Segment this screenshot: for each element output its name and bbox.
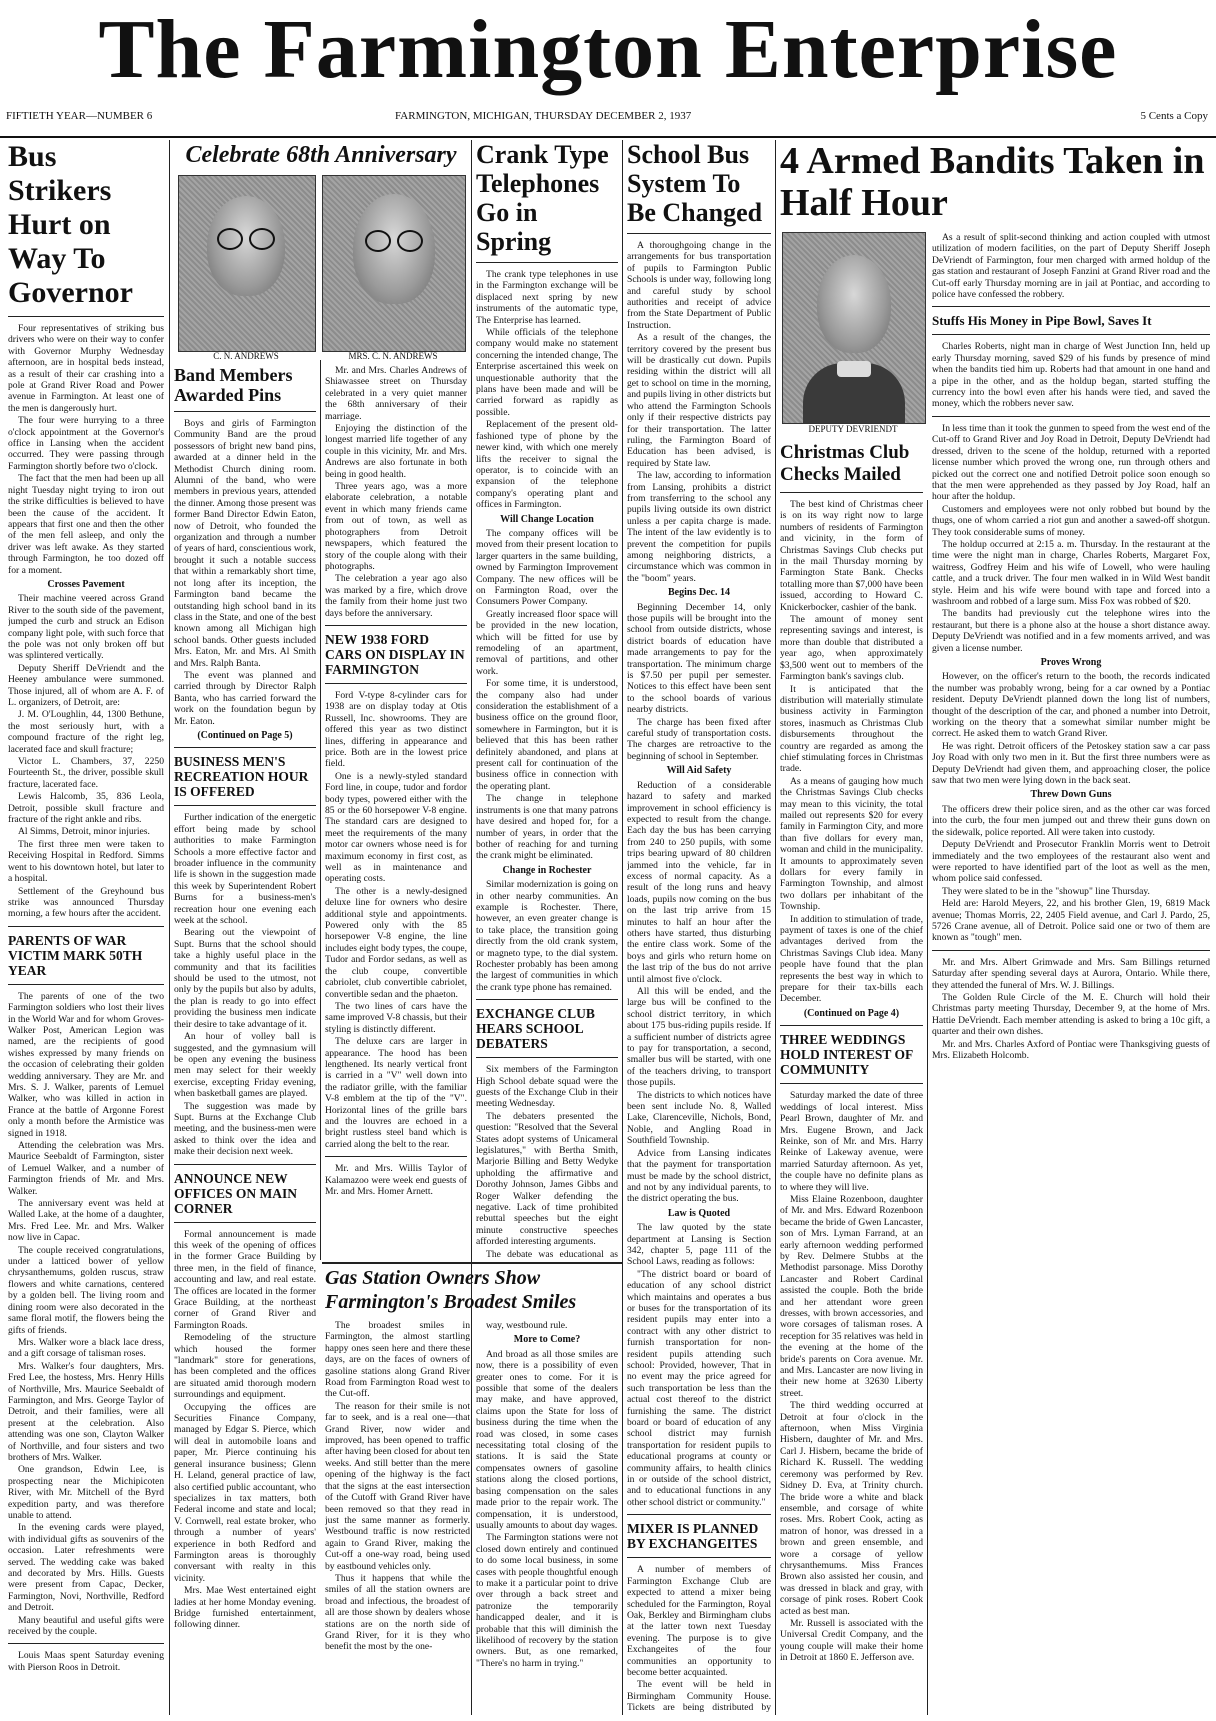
volume-number: FIFTIETH YEAR—NUMBER 6: [6, 110, 153, 122]
photo-mrs-andrews: [322, 175, 466, 352]
article-text: The debate was educational as: [486, 1248, 618, 1260]
article-text: Louis Maas spent Saturday evening with Pierson Roos in Detroit.: [8, 1650, 164, 1673]
headline-gas-station: Gas Station Owners Show Farmington's Broadest Smiles: [325, 1267, 577, 1313]
article-text: The company offices will be moved from their present location to larger quarters in the same building, owned by Farmington Improvement Company. The new offices will be on Farmington Road, over the Consumers Power Company.: [476, 527, 618, 608]
headline-bus-strikers: Bus Strikers Hurt on Way To Governor: [8, 140, 133, 309]
article-text: The two lines of cars have the same improved V-8 chassis, but their styling is distinctly different.: [325, 1000, 467, 1035]
article-text: They were slated to be in the "showup" line Thursday.: [942, 885, 1150, 897]
article-text: The best kind of Christmas cheer is on its way right now to large numbers of residents of Farmington and vicinity, in the form of Christmas Savings Club checks put in the mail Thursday morning by Farmington State Bank. Checks totalling more than $7,000 have been issued, according to Howard C. Knickerbocker, cashier of the bank.: [780, 499, 923, 613]
column-bandits: [932, 232, 1210, 1715]
article-text: The Farmington stations were not closed down entirely and continued to do some local business, in some cases with people thoughtful enough to make it a particular point to drive over through a back street and patronize the temporarily handicapped dealer, and it is probable that this will diminish the likelihood of recovery by the station owners. But, as one remarked, "There's no harm in trying.": [476, 1532, 618, 1669]
article-text: The event was planned and carried through by Director Ralph Banta, who has carried forward the work on the foundation begun by Mr. Eaton.: [174, 669, 316, 727]
sidehead-pipe-bowl: Stuffs His Money in Pipe Bowl, Saves It: [932, 313, 1152, 329]
continued-note: (Continued on Page 4): [803, 1007, 900, 1019]
article-text: The couple received congratulations, under a latticed bower of yellow chrysanthemums, golden ruscus, straw flowers and white carnations, centered by a golden bell. The living room and dining room were also decorated in the same floral motif, the flowers being the gifts of friends.: [8, 1244, 164, 1336]
column-band-members: [174, 365, 316, 1715]
article-text: Four representatives of striking bus drivers who were on their way to confer with Governor Murphy Wednesday afternoon, are in hospital beds instead, as a result of their car crashing into a pole at Grand River Road and Power avenue in Farmington. At least one of the men is dangerously hurt.: [8, 323, 164, 414]
article-text: The deluxe cars are larger in appearance. The hood has been lengthened. Its nearly vertical front is carried in a "V" well down into the radiator grille, with the familiar V-8 emblem at the tip of the "V". Horizontal lines of the grille bars and the louvres are echoed in a bright rustless steel band which is carried along the belt to the rear.: [325, 1036, 467, 1150]
article-text: The districts to which notices have been sent include No. 8, Walled Lake, Clarenceville, Nichols, Bond, Noble, and Angling Road in Southfield Township.: [627, 1089, 771, 1147]
article-text: Remodeling of the structure which housed the former "landmark" store for generations, has been completed and the offices are situated amid thorough modern surroundings and equipment.: [174, 1332, 316, 1401]
photo-cn-andrews: [178, 175, 316, 352]
folio-line: [0, 104, 1216, 138]
column-gas-right: [476, 1320, 618, 1715]
headline-three-weddings: THREE WEDDINGS HOLD INTEREST OF COMMUNITY: [780, 1032, 913, 1078]
article-text: One is a newly-styled standard Ford line, in coupe, tudor and fordor body types, powered either with the 85 or the 60 horsepower V-8 engine. The standard cars are designed to meet the requirements of the many motor car owners whose need is for maximum economy in first cost, as well as in maintenance and operating costs.: [325, 770, 467, 885]
subhead: Will Change Location: [500, 513, 594, 525]
column-gas-left: [325, 1320, 470, 1715]
article-text: Bearing out the viewpoint of Supt. Burns that the school should take a highly useful place in the community and that its facilities should be used to the utmost, not only by the pupils but also by adults, the plan is ready to go into effect providing the business men indicate their desire to take advantage of it.: [174, 927, 316, 1030]
article-text: Mr. and Mrs. Charles Axford of Pontiac were Thanksgiving guests of Mrs. Elizabeth Holcomb.: [932, 1038, 1210, 1061]
article-text: One grandson, Edwin Lee, is prospecting near the Michipicoten River, with Mr. Mitchell of the Byrd expedition party, and was therefore unable to attend.: [8, 1464, 164, 1521]
article-text: It is anticipated that the distribution will materially stimulate business activity in Farmington stores, inasmuch as Christmas Club disbursements throughout the country are regarded as among the chief stimulating forces in Christmas trade.: [780, 683, 923, 775]
article-text: For some time, it is understood, the company also had under consideration the establishment of a business office on the ground floor, somewhere in Farmington, but it is believed that this has been rather definitely abandoned, and plans at present call for continuation of the business office in connection with the operating plant.: [476, 678, 618, 792]
caption-deputy: DEPUTY DEVRIENDT: [808, 424, 898, 434]
article-text: He was right. Detroit officers of the Petoskey station saw a car pass Joy Road with only two men in it. But the first three numbers were as Deputy DeVriendt had given them, and approaching closer, the police saw that two men were lying down in the back seat.: [932, 740, 1210, 787]
article-text: Customers and employees were not only robbed but bound by the thugs, one of whom carried a riot gun and another a sawed-off shotgun. They took considerable sums of money.: [932, 503, 1210, 538]
masthead-title: The Farmington Enterprise: [98, 3, 1118, 96]
column-bus-strikers: [8, 140, 164, 1715]
article-text: Three years ago, was a more elaborate celebration, a notable event in which many friends came from out of town, as well as photographers from Detroit newspapers, which featured the story of the couple along with their photographs.: [325, 481, 467, 572]
article-text: And broad as all those smiles are now, there is a possibility of even greater ones to come. For it is possible that some of the dealers may make, and have approved, claims upon the State for loss of business during the time when the road was closed, in some cases necessitating total closing of the stations. It is said the State compensates owners of gasoline stations along the closed portions, basing compensation on the sales made prior to the repair work. The compensation, it is understood, usually amounts to about day wages.: [476, 1348, 618, 1531]
article-text: However, on the officer's return to the booth, the records indicated the number was probably wrong, being for a car owned by a Pontiac resident. Deputy DeVriendt planned down the long list of numbers, thought of the description of the car, and phoned a number into Detroit, working on the theory that a somewhat similar number might be correct. He asked them to watch Grand River.: [932, 671, 1210, 740]
column-rule: [471, 140, 472, 1715]
headline-exchange-club: EXCHANGE CLUB HEARS SCHOOL DEBATERS: [476, 1006, 595, 1052]
subhead: More to Come?: [513, 1334, 581, 1346]
subhead: Change in Rochester: [502, 864, 592, 876]
subhead: Begins Dec. 14: [668, 587, 730, 599]
article-text: Mrs. Mae West entertained eight ladies at her home Monday evening. Bridge furnished entertainment, following dinner.: [174, 1585, 316, 1631]
article-text: Thus it happens that while the smiles of all the station owners are broad and infectious, the broadest of all are those shown by dealers whose stations are on the north side of Grand River, for it is they who benefit the most by the one-: [325, 1572, 470, 1653]
article-text: The debaters presented the question: "Resolved that the Several States adopt systems of Unicameral legislatures," with Bertha Smith, Marjorie Billing and Betty Wedyke upholding the affirmative and Dorothy Johnson, James Gibbs and Roger Walker defending the negative. Lack of time prohibited rebuttal speeches but the eight minute constructive speeches afforded interesting arguments.: [476, 1110, 618, 1248]
article-text: As a means of gauging how much the Christmas Savings Club checks may mean to this vicinity, the total mailed out represents $20 for every family in Farmington City, and more than five dollars for every man, woman and child in the municipality. It amounts to approximately seven dollars for every family in Farmington Township, and almost two dollars per inhabitant of the Township.: [780, 775, 923, 913]
article-text: The first three men were taken to Receiving Hospital in Redford. Simms went to his downtown hotel, but later to a hospital.: [8, 838, 164, 885]
article-text: Mr. and Mrs. Willis Taylor of Kalamazoo were week end guests of Mr. and Mrs. Homer Arnett.: [325, 1163, 467, 1197]
article-text: Mr. Russell is associated with the Universal Credit Company, and the young couple will make their home in Detroit at 1860 E. Jefferson ave.: [780, 1617, 923, 1664]
article-text: An hour of volley ball is suggested, and the gymnasium will be open any evening the business men may select for their weekly exercise, excepting Friday evening, when basketball games are played.: [174, 1031, 316, 1100]
column-rule: [320, 360, 321, 1260]
column-christmas-club: [780, 442, 923, 1715]
column-telephones: [476, 140, 618, 1260]
headline-mixer: MIXER IS PLANNED BY EXCHANGEITES: [627, 1521, 759, 1552]
column-andrews-ford: [325, 365, 467, 1260]
article-text: Six members of the Farmington High School debate squad were the guests of the Exchange Club in their meeting Wednesday.: [476, 1064, 618, 1110]
article-text: Victor L. Chambers, 37, 2250 Fourteenth St., the driver, possible skull fracture, lacerated face.: [8, 756, 164, 790]
dateline: FARMINGTON, MICHIGAN, THURSDAY DECEMBER 2, 1937: [395, 110, 692, 122]
article-text: The event will be held in Birmingham Community House. Tickets are being distributed by: [627, 1679, 771, 1714]
headline-war-victim: PARENTS OF WAR VICTIM MARK 50TH YEAR: [8, 932, 143, 978]
article-text: Their machine veered across Grand River to the south side of the pavement, jumped the curb and struck an Edison company light pole, with such force that the pole was not only broken off but was splintered vertically.: [8, 593, 164, 662]
subhead: Proves Wrong: [1040, 657, 1102, 668]
article-text: Greatly increased floor space will be provided in the new location, which will be fitted for use by remodeling of an apartment, removal of partitions, and other work.: [476, 608, 618, 677]
article-text: way, westbound rule.: [486, 1320, 568, 1331]
article-text: Mr. and Mrs. Albert Grimwade and Mrs. Sam Billings returned Saturday after spending several days at Aurora, Ontario. While there, they attended the funeral of Mrs. W. J. Billings.: [932, 956, 1210, 991]
column-rule: [775, 140, 776, 1715]
headline-school-bus: School Bus System To Be Changed: [627, 140, 763, 227]
subhead: Law is Quoted: [667, 1207, 731, 1219]
headline-celebrate: Celebrate 68th Anniversary: [185, 142, 457, 168]
article-text: Al Simms, Detroit, minor injuries.: [18, 826, 150, 838]
article-text: The charge has been fixed after careful study of transportation costs. The charges are retroactive to the beginning of school in September.: [627, 716, 771, 762]
headline-armed-bandits: 4 Armed Bandits Taken in Half Hour: [780, 140, 1205, 224]
column-school-bus: [627, 140, 771, 1715]
article-text: Saturday marked the date of three weddings of local interest. Miss Pearl Brown, daughter of Mr. and Mrs. Eugene Brown, and Jack Reinke, son of Mr. and Mrs. Harry Reinke of Lakeway avenue, were married Saturday afternoon. As yet, the couple have no definite plans as to where they will live.: [780, 1090, 923, 1193]
headline-ford-cars: NEW 1938 FORD CARS ON DISPLAY IN FARMINGTON: [325, 631, 465, 677]
article-text: Held are: Harold Meyers, 22, and his brother Glen, 19, 6819 Mack avenue; Thomas Morris, 22, 2405 Field avenue, and Carl J. Pardo, 25, 5726 Crane avenue, all of Detroit. Police said one or two of them are known as "tough" men.: [932, 898, 1210, 944]
article-text: As a result of the changes, the territory covered by the present bus will be drastically cut down. Pupils residing within the district will all get to school on time in the morning, and pupils living in other districts but who attend the Farmington Schools only if their respective districts pay for their transportation. The latter ruling, the Farmington Board of Education has been advised, is required by State law.: [627, 332, 771, 469]
article-text: Settlement of the Greyhound bus strike was announced Thursday morning, a few hours after the accident.: [8, 885, 164, 920]
article-text: Similar modernization is going on in other nearby communities. An example is Rochester. There, however, an even greater change is to take place, the transition going directly from the old crank system, or magneto type, to the dial system. Rochester probably has been among the largest of communities in which the crank type phone has remained.: [476, 879, 618, 993]
article-text: The suggestion was made by Supt. Burns at the Exchange Club meeting, and the business-men were asked to think over the idea and make their decision next week.: [174, 1100, 316, 1158]
article-text: As a result of split-second thinking and action coupled with utmost utilization of modern facilities, on the part of Deputy Sheriff Joseph DeVriendt of Farmington, four men charged with armed holdup of the gas station and restaurant of Joseph Fanzini at Grand River road and the Cut-off early Thursday morning are in jail at Pontiac, and according to police have confessed the robbery.: [932, 232, 1210, 301]
article-text: The fact that the men had been up all night Tuesday night trying to iron out the strike difficulties is believed to have been the cause of the accident. It appears that first one and then the other of the men fell asleep, and only the driver was left awake. As they started through Farmington, he too dozed off for a moment.: [8, 473, 164, 576]
article-text: Enjoying the distinction of the longest married life together of any couple in this vicinity, Mr. and Mrs. Andrews are also fortunate in both being in good health.: [325, 423, 467, 480]
article-text: A thoroughgoing change in the arrangements for bus transportation of pupils to Farmington Public Schools is under way, following long and careful study by school authorities and receipt of advice from the State Department of Public Instruction.: [627, 240, 771, 331]
article-text: A number of members of Farmington Exchange Club are expected to attend a mixer being scheduled for the Farmington, Royal Oak, Berkley and Birmingham clubs at the latter town next Tuesday evening. The purpose is to give Exchangeites of the four communities an opportunity to become better acquainted.: [627, 1564, 771, 1678]
headline-recreation-hour: BUSINESS MEN'S RECREATION HOUR IS OFFERED: [174, 754, 309, 800]
article-text: The Golden Rule Circle of the M. E. Church will hold their Christmas party meeting Thursday, December 9, at the home of Mrs. Hattie DeVriendt. Each member attending is asked to bring a 10c gift, a quarter and their own dishes.: [932, 991, 1210, 1038]
caption-cn-andrews: C. N. ANDREWS: [213, 351, 279, 361]
article-text: "The district board or board of education of any school district which maintains and operates a bus or buses for the transportation of its resident pupils may enter into a contract with any other district to furnish transportation for non-resident pupils attending such school: Provided, however, That in no event may the price agreed for such transportation be less than the actual cost thereof to the district furnishing the same. The district board or board of education of any school district may furnish transportation for resident pupils to educational programs at county or community affairs, to health clinics in or outside of the school district, and to educational functions in any other school district or community.": [627, 1268, 771, 1508]
article-text: Many beautiful and useful gifts were received by the couple.: [8, 1614, 164, 1638]
article-text: The anniversary event was held at Walled Lake, at the home of a daughter, Mrs. Fred Lee. Mr. and Mrs. Walker now live in Capac.: [8, 1198, 164, 1244]
photo-deputy-devriendt: [782, 232, 926, 424]
column-rule: [622, 140, 623, 1715]
headline-telephones: Crank Type Telephones Go in Spring: [476, 140, 609, 256]
subhead: Crosses Pavement: [47, 578, 125, 590]
article-text: The crank type telephones in use in the Farmington exchange will be displaced next spring by new instruments of the automatic type, The Enterprise has learned.: [476, 269, 618, 326]
article-text: Reduction of a considerable hazard to safety and marked improvement in school efficiency is expected to result from the change. Each day the bus has been carrying from 240 to 250 pupils, with some trips bearing upward of 80 children jammed into the vehicle, far in excess of normal capacity. As a result of the long runs and heavy loads, pupils now coming on the bus on the last trip arrive from 15 minutes to half an hour after the others have started, thus disturbing the entire class work. Some of the boys and girls who return home on the last trip of the bus do not arrive until almost five o'clock.: [627, 779, 771, 985]
article-text: The four were hurrying to a three o'clock appointment at the Governor's office in Lansing when the accident occurred. They were passing through Farmington shortly before two o'clock.: [8, 415, 164, 472]
article-text: The broadest smiles in Farmington, the almost startling happy ones seen here and there these days, are on the faces of owners of gasoline stations along Grand River Road from Farmington Road west to the Cut-off.: [325, 1320, 470, 1400]
article-text: In less time than it took the gunmen to speed from the west end of the Cut-off to Grand River and Joy Road in Detroit, Deputy DeVriendt had dressed, driven to the scene of the holdup, returned with a reported license number which proved the wrong one, run through others and picked out the correct one and notified Detroit police soon enough so that the men were apprehended as they passed by Joy Road, half an hour after the holdup.: [932, 422, 1210, 503]
article-text: The bandits had previously cut the telephone wires into the restaurant, but there is a phone also at the house a short distance away. Deputy DeVriendt was notified and in a few moments arrived, and was given a license number.: [932, 608, 1210, 654]
subhead: Threw Down Guns: [1030, 789, 1112, 801]
column-rule: [927, 500, 928, 1715]
article-text: In the evening cards were played, with individual gifts as souvenirs of the occasion. Later refreshments were served. The wedding cake was baked and decorated by Mrs. Hills. Guests were present from Capac, Decker, Farmington, Novi, Northville, Redford and Detroit.: [8, 1522, 164, 1614]
headline-new-offices: ANNOUNCE NEW OFFICES ON MAIN CORNER: [174, 1170, 298, 1216]
continued-note: (Continued on Page 5): [197, 729, 293, 741]
article-text: Further indication of the energetic effort being made by school authorities to make Farmington Schools a more effective factor and broader influence in the community life is shown in the suggestion made this week by Superintendent Robert Burns for a business-men's recreation hour one evening each week at the school.: [174, 812, 316, 927]
article-text: All this will be ended, and the large bus will be confined to the school district territory, in which about 175 bus-riding pupils reside. If a sufficient number of districts agree to pay for transportation, a second, smaller bus will be started, with one of the teachers driving, to transport those pupils.: [627, 986, 771, 1089]
article-text: The other is a newly-designed deluxe line for owners who desire additional style and appointments. Powered only with the 85 horsepower V-8 engine, the line includes eight body types, the coupe, Tudor and Fordor sedans, as well as the club coupe, convertible cabriolet, club convertible cabriolet, convertible sedan and the phaeton.: [325, 885, 467, 1000]
article-text: Lewis Halcomb, 35, 836 Leola, Detroit, possible skull fracture and fracture of the right ankle and ribs.: [8, 791, 164, 826]
article-text: Boys and girls of Farmington Community Band are the proud possessors of bright new band pins, awarded at a dinner held in the Methodist Church dining room. Alumni of the band, who were members in previous years, attended the dinner. Among those present was former Band Director Edwin Eaton, now of Detroit, who founded the organization and through a number of years of hard, conscientious work, brought it such a notable success that within a remarkably short time, not long after its inception, the Farmington band became the outstanding high school band in its class in the State, and one of the best known among all Michigan high school bands. Other guests included Mrs. Eaton, Mr. and Mrs. Al Smith and Mrs. Ralph Banta.: [174, 418, 316, 669]
article-text: Miss Elaine Rozenboon, daughter of Mr. and Mrs. Edward Rozenboon became the bride of Gwen Lancaster, son of Mrs. Lyman Farrand, at an early afternoon wedding performed by Rev. Delmere Stubbs at the Methodist parsonage. Miss Dorothy Lancaster and Robert Cardinal assisted the couple. Both the bride and her attendant wore green dresses, with brown accessories, and wore corsages of talisman roses. A reception for 35 relatives was held in the evening at the home of the bride's parents on Cora avenue. Mr. and Mrs. Lancaster are now living in their new home at 32630 Liberty street.: [780, 1193, 923, 1399]
article-text: Deputy Sheriff DeVriendt and the Heeney ambulance were summoned. Those injured, all of whom are A. F. of L. organizers, of Detroit, are:: [8, 662, 164, 708]
article-text: Advice from Lansing indicates that the payment for transportation must be made by the school district, and not by any individual parents, to the district operating the bus.: [627, 1147, 771, 1205]
article-text: The parents of one of the two Farmington soldiers who lost their lives in the World War and for whom Groves-Walker Post, American Legion was named, are the recipients of good wishes expressed by many friends on the occasion of celebrating their golden wedding anniversary. They are Mr. and Mrs. S. J. Walker, parents of Lemuel Walker, who was killed in action in France at the battle of Argonne Forest only a month before the Armistice was signed in 1918.: [8, 990, 164, 1139]
article-text: Deputy DeVriendt and Prosecutor Franklin Morris went to Detroit immediately and the two employees of the restaurant also went and were reported to have identified part of the loot as well as the men, whom police said confessed.: [932, 839, 1210, 885]
article-text: Mrs. Walker's four daughters, Mrs. Fred Lee, the hostess, Mrs. Henry Hills of Northville, Mrs. Maurice Seebaldt of Farmington, and Mrs. George Taylor of Detroit, and their families, were all present at the celebration. Also attending was one son, Clayton Walker of Northville, and four sisters and two brothers of Mrs. Walker.: [8, 1360, 164, 1463]
article-text: Attending the celebration was Mrs. Maurice Seebaldt of Farmington, sister of Lemuel Walker, and a number of Farmington friends of Mr. and Mrs. Walker.: [8, 1140, 164, 1197]
article-text: Replacement of the present old-fashioned type of phone by the newer kind, with which one merely lifts the receiver to signal the operator, is to coincide with an expansion of the telephone company's operating plant and offices in Farmington.: [476, 419, 618, 511]
article-text: In addition to stimulation of trade, payment of taxes is one of the chief advantages derived from the Christmas Savings Club idea. Many people have found that the plan represents the best way in which to prepare for their tax-bills each December.: [780, 913, 923, 1005]
price: 5 Cents a Copy: [1140, 110, 1208, 122]
article-text: Mr. and Mrs. Charles Andrews of Shiawassee street on Thursday celebrated in a very quiet manner the 68th anniversary of their marriage.: [325, 365, 467, 422]
article-text: The change in telephone instruments is one that many patrons have desired and hoped for, for a number of years, in order that the bother of reaching for and turning the crank might be eliminated.: [476, 793, 618, 862]
article-text: The law quoted by the state department at Lansing is Section 342, chapter 5, page 111 of the School Laws, reading as follows:: [627, 1222, 771, 1268]
article-text: Ford V-type 8-cylinder cars for 1938 are on display today at Otis Russell, Inc. showrooms. They are offered this year as two distinct lines, differing in appearance and price. Both are in the lowest price field.: [325, 689, 467, 770]
gas-story-rule: [322, 1262, 622, 1264]
article-text: While officials of the telephone company would make no statement concerning the intended change, The Enterprise ascertained this week on unquestionable authority that the plans have been made and will be carried forward as rapidly as possible.: [476, 327, 618, 418]
article-text: The reason for their smile is not far to seek, and is a real one—that Grand River, now wider and improved, has been opened to traffic after having been closed for about ten weeks. And still better than the mere opening of the highway is the fact that the signs at the east intersection of the Cutoff with Grand River have been removed so that they read in just the same manner as formerly. Westbound traffic is now restricted again to Grand River, making the Cut-off a one-way road, being used by eastbound vehicles only.: [325, 1400, 470, 1572]
article-text: Formal announcement is made this week of the opening of offices in the former Grace Building by three men, in the field of finance, accounting and law, and real estate. The offices are located in the former Grace Building, at the northeast corner of Grand River and Farmington Roads.: [174, 1228, 316, 1331]
article-text: Occupying the offices are Securities Finance Company, managed by Edgar S. Pierce, which will deal in automobile loans and paper, Mr. Pierce continuing his general insurance business; Glenn H. Leland, general practice of law, also certified public accountant, who specializes in tax matters, both Federal income and state and local; V. Cornwell, real estate broker, who through a number of years' experience in both Redford and Farmington areas is thoroughly conversant with realty in this vicinity.: [174, 1401, 316, 1584]
article-text: Beginning December 14, only those pupils will be brought into the school from outside districts, whose district boards of education have made arrangements to pay for the transportation. The minimum charge is $7.50 per pupil per semester. Notices to this effect have been sent to the school boards of various nearby districts.: [627, 601, 771, 716]
caption-mrs-andrews: MRS. C. N. ANDREWS: [348, 351, 438, 361]
article-text: The celebration a year ago also was marked by a fire, which drove the family from their home just two days before the anniversary.: [325, 573, 467, 619]
article-text: The holdup occurred at 2:15 a. m. Thursday. In the restaurant at the time were the night man in charge, Charles Roberts, Margaret Fox, waitress, Godfrey Heim and his wife of Lowell, who were hauling cattle, and a truck driver. The four men walked in in Wild West bandit style. Heim and his wife were bound with tape and forced into a washroom and robbed of a large sum. Miss Fox was robbed of $20.: [932, 538, 1210, 607]
article-text: The amount of money sent representing savings and interest, is more than double that distributed a year ago, when approximately $3,500 went out to members of the Farmington bank's savings club.: [780, 614, 923, 683]
headline-band-members: Band Members Awarded Pins: [174, 365, 293, 405]
article-text: The law, according to information from Lansing, prohibits a district from transferring to the school any pupils living outside its own district unless a per capita charge is made. The intent of the law evidently is to prevent the competition for pupils among neighboring districts, a circumstance which was common in the "boom" years.: [627, 470, 771, 584]
article-text: The third wedding occurred at Detroit at four o'clock in the afternoon, when Miss Virginia Hisbern, daughter of Mr. and Mrs. Carl J. Hisbern, became the bride of Richard K. Russell. The wedding ceremony was performed by Rev. Sidney D. Eva, at Trinity church. The bride wore a white and black ensemble, and corsage of white roses. Mrs. Robert Cook, acting as matron of honor, was dressed in a brown and green ensemble, and wore a corsage of yellow chrysanthemums. Miss Frances Brown also assisted her cousin, and was dressed in black and gray, with corsage of pink roses. Robert Cook acted as best man.: [780, 1400, 923, 1617]
subhead: Will Aid Safety: [666, 765, 732, 777]
article-text: The officers drew their police siren, and as the other car was forced into the curb, the four men jumped out and threw their guns down on the sidewalk, police reported. All were taken into custody.: [932, 803, 1210, 838]
article-text: J. M. O'Loughlin, 44, 1300 Bethune, the most seriously hurt, with a compound fracture of the right leg, lacerated face and skull fracture;: [8, 709, 164, 755]
column-rule: [169, 140, 170, 1715]
article-text: Mrs. Walker wore a black lace dress, and a gift corsage of talisman roses.: [8, 1336, 164, 1360]
article-text: Charles Roberts, night man in charge of West Junction Inn, held up early Thursday morning, saved $29 of his funds by presence of mind when the bandits tied him up. Roberts had that amount in one hand and a pipe in the other, and as the holdup began, started stuffing the currency into the bowl even after his hands were tied, and saved the money, which the robbers never saw.: [932, 341, 1210, 410]
headline-christmas-club: Christmas Club Checks Mailed: [780, 442, 910, 485]
